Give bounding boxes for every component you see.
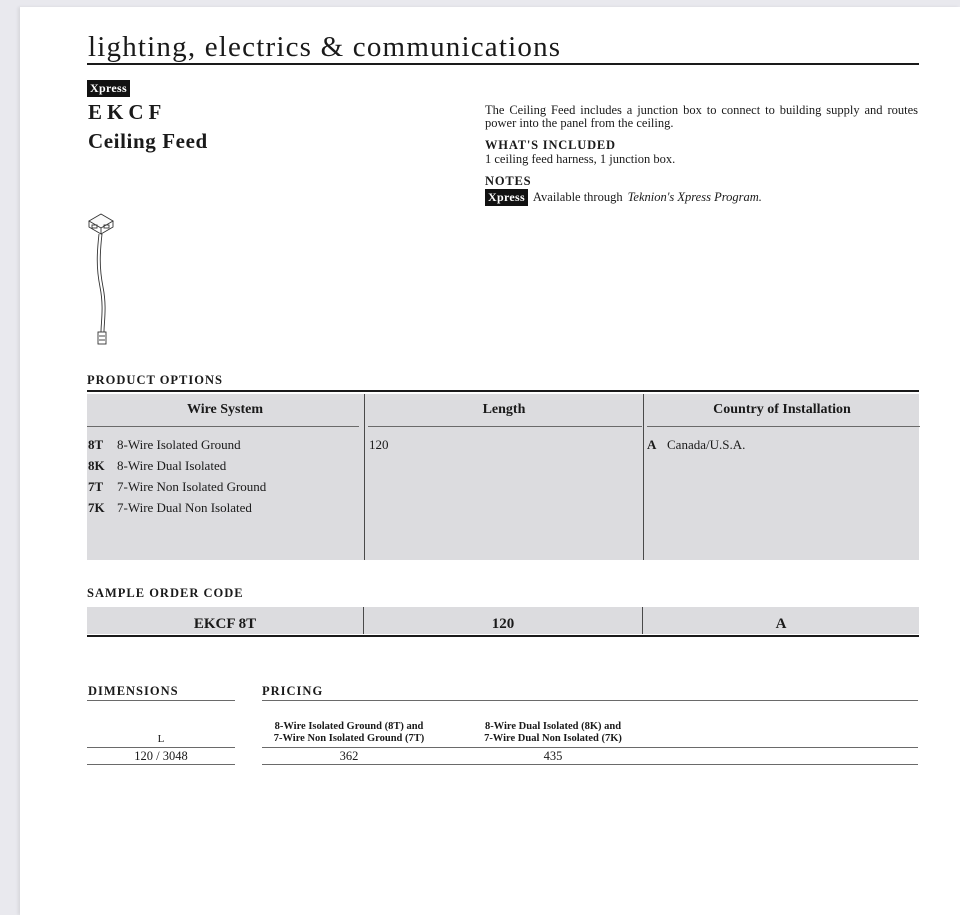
length-column xyxy=(364,394,643,560)
product-options-rule xyxy=(87,390,919,392)
column-header: Length xyxy=(482,402,526,417)
sample-order-rule xyxy=(87,635,919,637)
option-label: 8-Wire Dual Isolated xyxy=(117,458,227,473)
whats-included-text: 1 ceiling feed harness, 1 junction box. xyxy=(485,152,676,166)
product-name: Ceiling Feed xyxy=(88,129,208,153)
description-text: The Ceiling Feed includes a junction box to connect to building supply and routes power into the panel from the ceiling. xyxy=(485,103,918,130)
pricing-header xyxy=(460,721,646,745)
dimensions-rule xyxy=(87,700,235,701)
pricing-header-line: 8-Wire Dual Isolated (8K) and xyxy=(484,721,622,732)
pricing-header-rule xyxy=(262,747,918,748)
option-code: 8T xyxy=(88,437,104,452)
option-row xyxy=(369,437,643,458)
option-label: 7-Wire Dual Non Isolated xyxy=(117,500,252,515)
ceiling-feed-harness-icon xyxy=(84,207,120,347)
option-row xyxy=(87,500,363,521)
header-rule xyxy=(647,426,920,427)
pricing-rule xyxy=(262,700,918,701)
pricing-header-line: 7-Wire Dual Non Isolated (7K) xyxy=(484,733,622,744)
option-label: 120 xyxy=(369,437,389,452)
product-options-table xyxy=(87,394,919,560)
sample-order-label: SAMPLE ORDER CODE xyxy=(87,586,244,600)
sample-order-cell: 120 xyxy=(363,607,642,634)
option-code: A xyxy=(647,437,657,452)
pricing-header-line: 8-Wire Isolated Ground (8T) and xyxy=(274,721,424,732)
option-label: 7-Wire Non Isolated Ground xyxy=(117,479,267,494)
dimension-value: 120 / 3048 xyxy=(134,749,188,763)
header-rule xyxy=(368,426,642,427)
product-options-label: PRODUCT OPTIONS xyxy=(87,373,223,387)
document-page xyxy=(20,7,960,915)
price-value: 435 xyxy=(543,749,563,763)
option-code: 7T xyxy=(88,479,104,494)
country-column xyxy=(643,394,920,560)
wire-system-column xyxy=(87,394,363,560)
description-panel xyxy=(485,104,918,206)
sample-order-cell: EKCF 8T xyxy=(193,616,257,632)
header-rule xyxy=(87,426,359,427)
option-row xyxy=(87,437,363,458)
section-title: lighting, electrics & communications xyxy=(88,31,562,63)
whats-included-heading: WHAT'S INCLUDED xyxy=(485,138,616,152)
dimension-bottom-rule xyxy=(87,764,235,765)
xpress-badge: Xpress xyxy=(87,80,130,97)
option-row xyxy=(87,458,363,479)
option-row xyxy=(87,479,363,500)
sample-order-cell: A xyxy=(642,607,919,634)
price-value: 362 xyxy=(339,749,359,763)
option-label: Canada/U.S.A. xyxy=(667,437,746,452)
option-row xyxy=(644,437,920,458)
column-header: Country of Installation xyxy=(713,402,851,417)
option-code: 7K xyxy=(88,500,105,515)
xpress-badge: Xpress xyxy=(485,189,528,206)
dimension-header: L xyxy=(157,733,165,745)
pricing-label: PRICING xyxy=(262,684,324,698)
option-label: 8-Wire Isolated Ground xyxy=(117,437,241,452)
pricing-header-line: 7-Wire Non Isolated Ground (7T) xyxy=(273,733,425,744)
sample-order-table xyxy=(87,607,919,634)
title-divider xyxy=(87,63,919,65)
notes-text: Available through xyxy=(532,190,623,204)
notes-heading: NOTES xyxy=(485,174,532,188)
notes-line xyxy=(485,189,918,206)
dimension-header-rule xyxy=(87,747,235,748)
option-code: 8K xyxy=(88,458,105,473)
notes-program-link: Teknion's Xpress Program. xyxy=(627,190,762,204)
column-header: Wire System xyxy=(186,402,264,417)
pricing-header xyxy=(256,721,442,745)
product-code: EKCF xyxy=(88,100,167,124)
dimensions-label: DIMENSIONS xyxy=(88,684,179,698)
pricing-bottom-rule xyxy=(262,764,918,765)
